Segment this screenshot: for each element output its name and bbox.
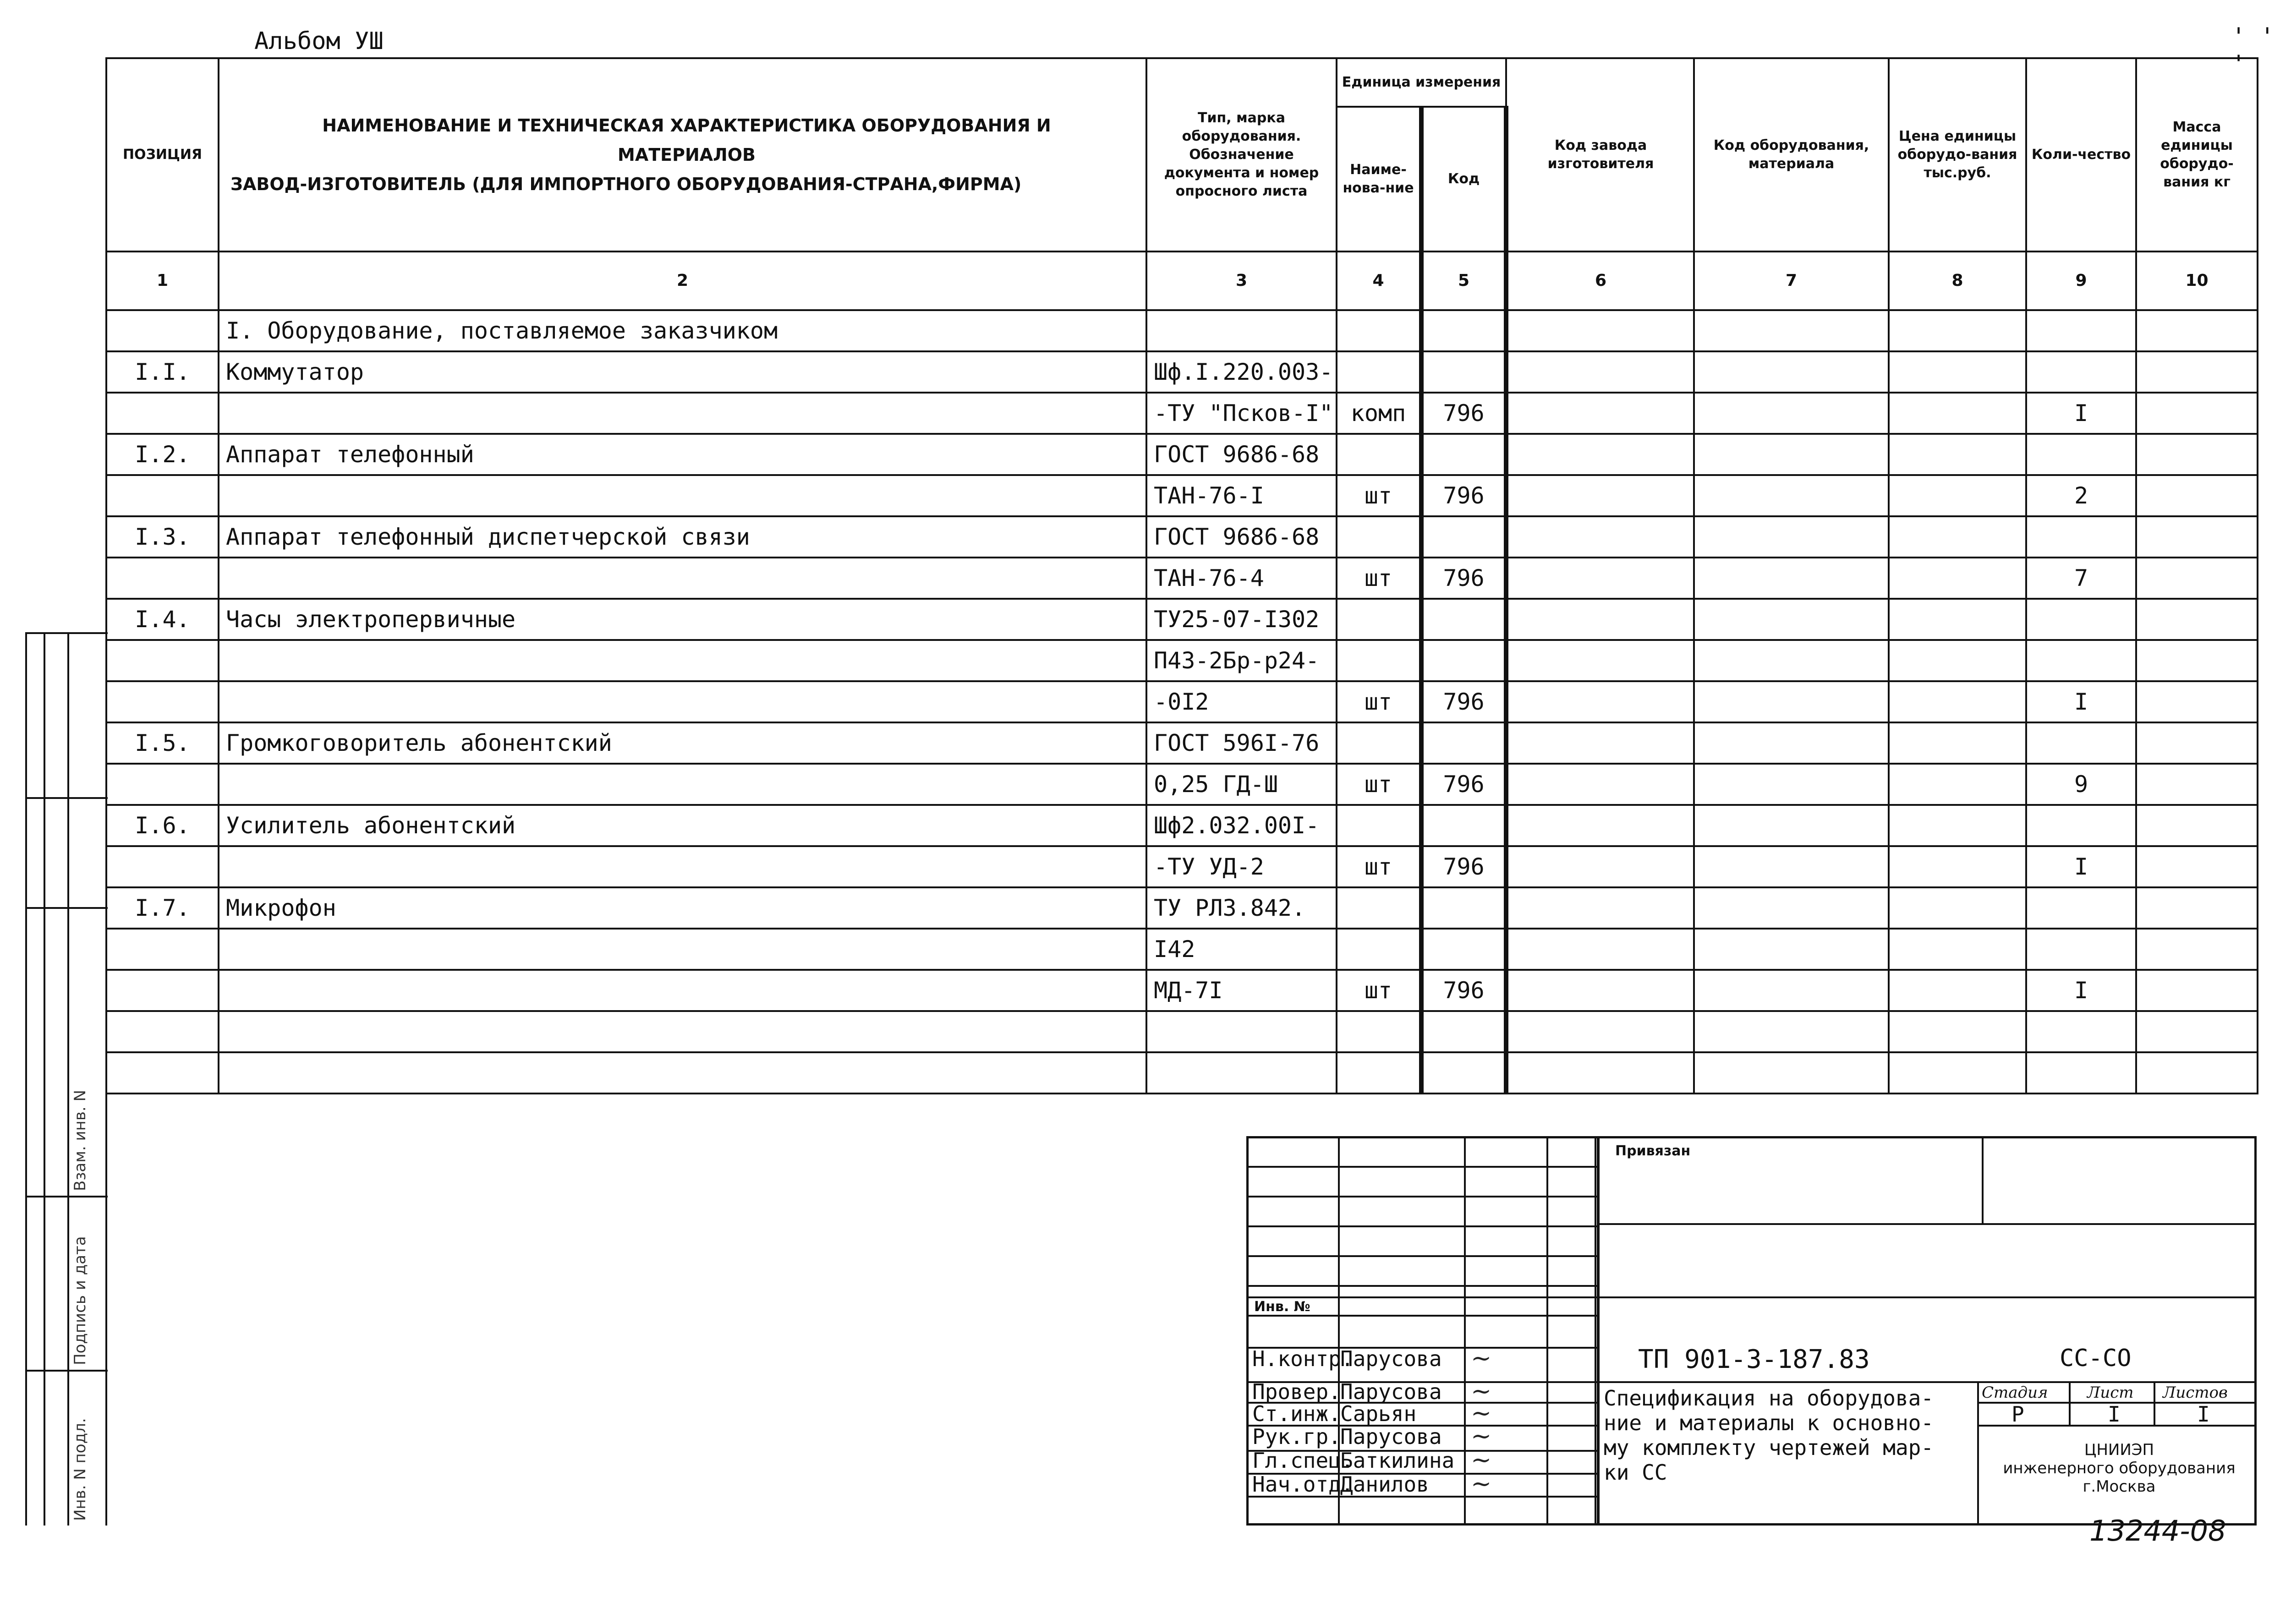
cell-unit-name: шт <box>1337 764 1421 805</box>
cell-position <box>106 764 219 805</box>
cell-mass <box>2136 475 2258 516</box>
cell-quantity <box>2026 929 2136 970</box>
cell-type: Шф2.032.00I- <box>1146 805 1337 846</box>
staff-name: Парусова <box>1340 1424 1442 1449</box>
cell-unit-code: 796 <box>1421 393 1506 434</box>
col-header-unit-group: Единица измерения <box>1337 58 1506 107</box>
cell-name <box>219 681 1146 722</box>
cell-unit-name <box>1337 640 1421 681</box>
sheet-label: Лист <box>2087 1383 2134 1402</box>
cell-maker-code <box>1506 599 1694 640</box>
cell-unit-code: 796 <box>1421 681 1506 722</box>
inv-no-label: Инв. № <box>1254 1299 1310 1315</box>
cell-mass <box>2136 1011 2258 1052</box>
doc-code: ТП 901-3-187.83 <box>1638 1345 1870 1374</box>
cell-name: Аппарат телефонный <box>219 434 1146 475</box>
cell-equip-code <box>1694 805 1889 846</box>
signature-mark: ~ <box>1471 1399 1492 1427</box>
cell-price <box>1889 681 2026 722</box>
cell-maker-code <box>1506 722 1694 764</box>
staff-name: Данилов <box>1340 1472 1429 1497</box>
cell-equip-code <box>1694 970 1889 1011</box>
cell-name: Аппарат телефонный диспетчерской связи <box>219 516 1146 558</box>
cell-mass <box>2136 929 2258 970</box>
cell-price <box>1889 722 2026 764</box>
cell-mass <box>2136 351 2258 393</box>
cell-unit-code: 796 <box>1421 970 1506 1011</box>
cell-name <box>219 475 1146 516</box>
col-header-qty: Коли-чество <box>2026 58 2136 252</box>
cell-quantity: 2 <box>2026 475 2136 516</box>
doc-title-line: Спецификация на оборудова- <box>1604 1386 1934 1411</box>
cell-mass <box>2136 805 2258 846</box>
cell-position <box>106 640 219 681</box>
inventory-number: 13244-08 <box>2089 1514 2226 1547</box>
org-line: ЦНИИЭП <box>2084 1441 2154 1459</box>
cell-unit-code: 796 <box>1421 475 1506 516</box>
cell-equip-code <box>1694 310 1889 351</box>
cell-unit-name <box>1337 887 1421 929</box>
cell-quantity <box>2026 722 2136 764</box>
cell-unit-code: 796 <box>1421 846 1506 887</box>
staff-name: Парусова <box>1340 1346 1442 1371</box>
cell-maker-code <box>1506 846 1694 887</box>
cell-unit-code <box>1421 599 1506 640</box>
cell-type: ГОСТ 596I-76 <box>1146 722 1337 764</box>
cell-name: Громкоговоритель абонентский <box>219 722 1146 764</box>
cell-mass <box>2136 310 2258 351</box>
doc-title <box>1604 1386 1934 1485</box>
cell-maker-code <box>1506 393 1694 434</box>
cell-equip-code <box>1694 599 1889 640</box>
cell-mass <box>2136 1052 2258 1094</box>
cell-unit-name: шт <box>1337 681 1421 722</box>
org-block <box>1982 1441 2257 1496</box>
cell-quantity <box>2026 310 2136 351</box>
cell-position: I.7. <box>106 887 219 929</box>
cell-unit-name: шт <box>1337 970 1421 1011</box>
page-mark: ' ' ' <box>2231 23 2275 78</box>
signature-mark: ~ <box>1471 1469 1492 1498</box>
cell-price <box>1889 1052 2026 1094</box>
cell-name <box>219 1052 1146 1094</box>
cell-maker-code <box>1506 929 1694 970</box>
col-header-unit-name: Наиме-нова-ние <box>1337 107 1421 252</box>
doc-title-line: му комплекту чертежей мар- <box>1604 1435 1934 1460</box>
cell-mass <box>2136 722 2258 764</box>
cell-unit-name <box>1337 351 1421 393</box>
cell-type: Шф.I.220.003- <box>1146 351 1337 393</box>
cell-price <box>1889 929 2026 970</box>
cell-quantity <box>2026 805 2136 846</box>
cell-unit-code <box>1421 516 1506 558</box>
cell-name <box>219 558 1146 599</box>
cell-type: I42 <box>1146 929 1337 970</box>
cell-quantity <box>2026 351 2136 393</box>
col-number: 10 <box>2136 252 2258 310</box>
cell-price <box>1889 846 2026 887</box>
cell-price <box>1889 970 2026 1011</box>
staff-role: Гл.спец. <box>1252 1448 1354 1473</box>
cell-name <box>219 970 1146 1011</box>
cell-quantity <box>2026 434 2136 475</box>
cell-type <box>1146 310 1337 351</box>
cell-type: ТУ25-07-I302 <box>1146 599 1337 640</box>
cell-unit-code <box>1421 434 1506 475</box>
cell-unit-name: шт <box>1337 558 1421 599</box>
col-header-price: Цена единицы оборудо-вания тыс.руб. <box>1889 58 2026 252</box>
staff-role: Нач.отд. <box>1252 1472 1354 1497</box>
cell-maker-code <box>1506 558 1694 599</box>
cell-price <box>1889 640 2026 681</box>
signature-mark: ~ <box>1471 1422 1492 1450</box>
signature-mark: ~ <box>1471 1344 1492 1372</box>
cell-maker-code <box>1506 970 1694 1011</box>
cell-position <box>106 558 219 599</box>
cell-quantity <box>2026 516 2136 558</box>
cell-equip-code <box>1694 681 1889 722</box>
cell-name <box>219 1011 1146 1052</box>
cell-mass <box>2136 970 2258 1011</box>
cell-position: I.4. <box>106 599 219 640</box>
sheets-label: Листов <box>2163 1383 2228 1402</box>
table-row <box>106 887 2258 929</box>
cell-maker-code <box>1506 640 1694 681</box>
staff-name: Парусова <box>1340 1379 1442 1404</box>
title-block <box>1246 1136 2257 1526</box>
cell-mass <box>2136 516 2258 558</box>
cell-position <box>106 475 219 516</box>
cell-unit-name <box>1337 1052 1421 1094</box>
cell-name <box>219 640 1146 681</box>
specification-table <box>105 57 2258 1094</box>
org-line: инженерного оборудования <box>2003 1459 2236 1477</box>
cell-unit-name: шт <box>1337 475 1421 516</box>
cell-quantity: I <box>2026 393 2136 434</box>
cell-maker-code <box>1506 681 1694 722</box>
table-row <box>106 970 2258 1011</box>
cell-type: ТАН-76-I <box>1146 475 1337 516</box>
table-row <box>106 475 2258 516</box>
cell-name: Усилитель абонентский <box>219 805 1146 846</box>
col-number: 4 <box>1337 252 1421 310</box>
cell-maker-code <box>1506 1011 1694 1052</box>
staff-role: Н.контр. <box>1252 1346 1354 1371</box>
strip-label-signature-date: Подпись и дата <box>71 1236 89 1365</box>
cell-type: -ТУ "Псков-I" <box>1146 393 1337 434</box>
cell-type <box>1146 1011 1337 1052</box>
cell-maker-code <box>1506 351 1694 393</box>
cell-type: П43-2Бр-р24- <box>1146 640 1337 681</box>
cell-mass <box>2136 681 2258 722</box>
cell-name: Коммутатор <box>219 351 1146 393</box>
table-row <box>106 1052 2258 1094</box>
cell-price <box>1889 310 2026 351</box>
col-header-mass: Масса единицы оборудо-вания кг <box>2136 58 2258 252</box>
cell-price <box>1889 558 2026 599</box>
table-row <box>106 681 2258 722</box>
col-number: 3 <box>1146 252 1337 310</box>
cell-unit-name: комп <box>1337 393 1421 434</box>
cell-mass <box>2136 434 2258 475</box>
col-number: 8 <box>1889 252 2026 310</box>
table-row <box>106 929 2258 970</box>
album-label: Альбом УШ <box>254 27 384 55</box>
table-row <box>106 351 2258 393</box>
cell-position: I.3. <box>106 516 219 558</box>
cell-unit-name <box>1337 434 1421 475</box>
table-row <box>106 846 2258 887</box>
strip-label-inv-original: Инв. N подл. <box>71 1418 89 1521</box>
table-row <box>106 558 2258 599</box>
cell-type: МД-7I <box>1146 970 1337 1011</box>
col-number: 9 <box>2026 252 2136 310</box>
cell-unit-name <box>1337 1011 1421 1052</box>
signature-mark: ~ <box>1471 1377 1492 1405</box>
cell-position <box>106 929 219 970</box>
staff-name: Сарьян <box>1340 1401 1417 1426</box>
cell-price <box>1889 599 2026 640</box>
cell-position <box>106 846 219 887</box>
col-number: 5 <box>1421 252 1506 310</box>
cell-unit-code <box>1421 351 1506 393</box>
table-row <box>106 640 2258 681</box>
table-row <box>106 722 2258 764</box>
cell-price <box>1889 351 2026 393</box>
cell-position <box>106 310 219 351</box>
cell-maker-code <box>1506 887 1694 929</box>
cell-unit-code: 796 <box>1421 764 1506 805</box>
cell-equip-code <box>1694 475 1889 516</box>
cell-position <box>106 1011 219 1052</box>
cell-equip-code <box>1694 351 1889 393</box>
cell-mass <box>2136 887 2258 929</box>
cell-position <box>106 970 219 1011</box>
cell-mass <box>2136 393 2258 434</box>
cell-position <box>106 681 219 722</box>
cell-price <box>1889 475 2026 516</box>
cell-equip-code <box>1694 1052 1889 1094</box>
cell-unit-code: 796 <box>1421 558 1506 599</box>
staff-role: Провер. <box>1252 1379 1341 1404</box>
stage-label: Стадия <box>1982 1383 2048 1402</box>
org-line: г.Москва <box>2083 1477 2156 1496</box>
col-header-name-line1: НАИМЕНОВАНИЕ И ТЕХНИЧЕСКАЯ ХАРАКТЕРИСТИКА ОБОРУДОВАНИЯ И <box>322 115 1051 136</box>
cell-quantity: 7 <box>2026 558 2136 599</box>
cell-position: I.2. <box>106 434 219 475</box>
cell-maker-code <box>1506 310 1694 351</box>
cell-unit-code <box>1421 887 1506 929</box>
cell-equip-code <box>1694 516 1889 558</box>
binding-strip <box>25 632 108 1526</box>
cell-maker-code <box>1506 516 1694 558</box>
cell-maker-code <box>1506 805 1694 846</box>
cell-position <box>106 393 219 434</box>
cell-type <box>1146 1052 1337 1094</box>
table-row <box>106 1011 2258 1052</box>
staff-role: Рук.гр. <box>1252 1424 1341 1449</box>
cell-unit-name <box>1337 599 1421 640</box>
cell-quantity <box>2026 599 2136 640</box>
cell-price <box>1889 1011 2026 1052</box>
cell-quantity <box>2026 640 2136 681</box>
col-header-position: ПОЗИЦИЯ <box>106 58 219 252</box>
cell-quantity: 9 <box>2026 764 2136 805</box>
cell-equip-code <box>1694 558 1889 599</box>
cell-maker-code <box>1506 1052 1694 1094</box>
cell-name <box>219 764 1146 805</box>
cell-quantity <box>2026 887 2136 929</box>
table-row <box>106 393 2258 434</box>
cell-equip-code <box>1694 722 1889 764</box>
cell-price <box>1889 887 2026 929</box>
table-row <box>106 434 2258 475</box>
col-number: 7 <box>1694 252 1889 310</box>
cell-name: Микрофон <box>219 887 1146 929</box>
cell-unit-code <box>1421 805 1506 846</box>
cell-equip-code <box>1694 929 1889 970</box>
cell-unit-name <box>1337 516 1421 558</box>
cell-type: ТУ РЛ3.842. <box>1146 887 1337 929</box>
cell-maker-code <box>1506 475 1694 516</box>
sheets-value: I <box>2197 1402 2210 1427</box>
cell-position: I.5. <box>106 722 219 764</box>
cell-type: ГОСТ 9686-68 <box>1146 434 1337 475</box>
sheet-value: I <box>2108 1402 2121 1427</box>
cell-position: I.I. <box>106 351 219 393</box>
signature-mark: ~ <box>1471 1445 1492 1474</box>
table-row <box>106 805 2258 846</box>
cell-quantity: I <box>2026 681 2136 722</box>
col-header-name <box>219 58 1146 252</box>
cell-maker-code <box>1506 764 1694 805</box>
cell-name: I. Оборудование, поставляемое заказчиком <box>219 310 1146 351</box>
cell-equip-code <box>1694 434 1889 475</box>
col-header-unit-code: Код <box>1421 107 1506 252</box>
col-number: 2 <box>219 252 1146 310</box>
cell-unit-code <box>1421 1052 1506 1094</box>
cell-position <box>106 1052 219 1094</box>
cell-price <box>1889 764 2026 805</box>
cell-type: ТАН-76-4 <box>1146 558 1337 599</box>
cell-unit-name <box>1337 805 1421 846</box>
cell-mass <box>2136 764 2258 805</box>
cell-unit-code <box>1421 722 1506 764</box>
cell-type: -ТУ УД-2 <box>1146 846 1337 887</box>
cell-price <box>1889 393 2026 434</box>
cell-unit-name <box>1337 722 1421 764</box>
doc-title-line: ки СС <box>1604 1460 1667 1485</box>
cell-unit-code <box>1421 310 1506 351</box>
col-header-name-line3: ЗАВОД-ИЗГОТОВИТЕЛЬ (ДЛЯ ИМПОРТНОГО ОБОРУДОВАНИЯ-СТРАНА,ФИРМА) <box>230 174 1022 194</box>
cell-unit-name <box>1337 929 1421 970</box>
col-header-equip-code: Код оборудования, материала <box>1694 58 1889 252</box>
cell-equip-code <box>1694 393 1889 434</box>
table-row <box>106 764 2258 805</box>
cell-price <box>1889 434 2026 475</box>
strip-label-replace-inv: Взам. инв. N <box>71 1090 89 1191</box>
cell-equip-code <box>1694 640 1889 681</box>
cell-unit-code <box>1421 640 1506 681</box>
privyazan-label: Привязан <box>1615 1143 1691 1159</box>
col-header-maker-code: Код завода изготовителя <box>1506 58 1694 252</box>
col-header-name-line2: МАТЕРИАЛОВ <box>618 145 756 165</box>
staff-role: Ст.инж. <box>1252 1401 1341 1426</box>
cell-unit-name <box>1337 310 1421 351</box>
col-number: 1 <box>106 252 219 310</box>
cell-quantity <box>2026 1011 2136 1052</box>
col-header-type: Тип, марка оборудования. Обозначение документа и номер опросного листа <box>1146 58 1337 252</box>
col-number: 6 <box>1506 252 1694 310</box>
cell-mass <box>2136 846 2258 887</box>
cell-quantity <box>2026 1052 2136 1094</box>
staff-name: Баткилина <box>1340 1448 1455 1473</box>
cell-equip-code <box>1694 1011 1889 1052</box>
cell-quantity: I <box>2026 846 2136 887</box>
cell-name <box>219 846 1146 887</box>
cell-maker-code <box>1506 434 1694 475</box>
cell-type: ГОСТ 9686-68 <box>1146 516 1337 558</box>
sheet-mark: СС-СО <box>2060 1345 2132 1372</box>
table-row <box>106 310 2258 351</box>
cell-unit-code <box>1421 929 1506 970</box>
cell-price <box>1889 516 2026 558</box>
cell-mass <box>2136 599 2258 640</box>
cell-name <box>219 929 1146 970</box>
doc-title-line: ние и материалы к основно- <box>1604 1411 1934 1435</box>
cell-price <box>1889 805 2026 846</box>
cell-equip-code <box>1694 887 1889 929</box>
table-row <box>106 599 2258 640</box>
cell-mass <box>2136 558 2258 599</box>
stage-value: Р <box>2011 1402 2024 1427</box>
cell-name: Часы электропервичные <box>219 599 1146 640</box>
table-row <box>106 516 2258 558</box>
cell-equip-code <box>1694 764 1889 805</box>
cell-mass <box>2136 640 2258 681</box>
cell-equip-code <box>1694 846 1889 887</box>
cell-unit-name: шт <box>1337 846 1421 887</box>
cell-quantity: I <box>2026 970 2136 1011</box>
cell-type: 0,25 ГД-Ш <box>1146 764 1337 805</box>
cell-position: I.6. <box>106 805 219 846</box>
cell-unit-code <box>1421 1011 1506 1052</box>
cell-name <box>219 393 1146 434</box>
cell-type: -0I2 <box>1146 681 1337 722</box>
